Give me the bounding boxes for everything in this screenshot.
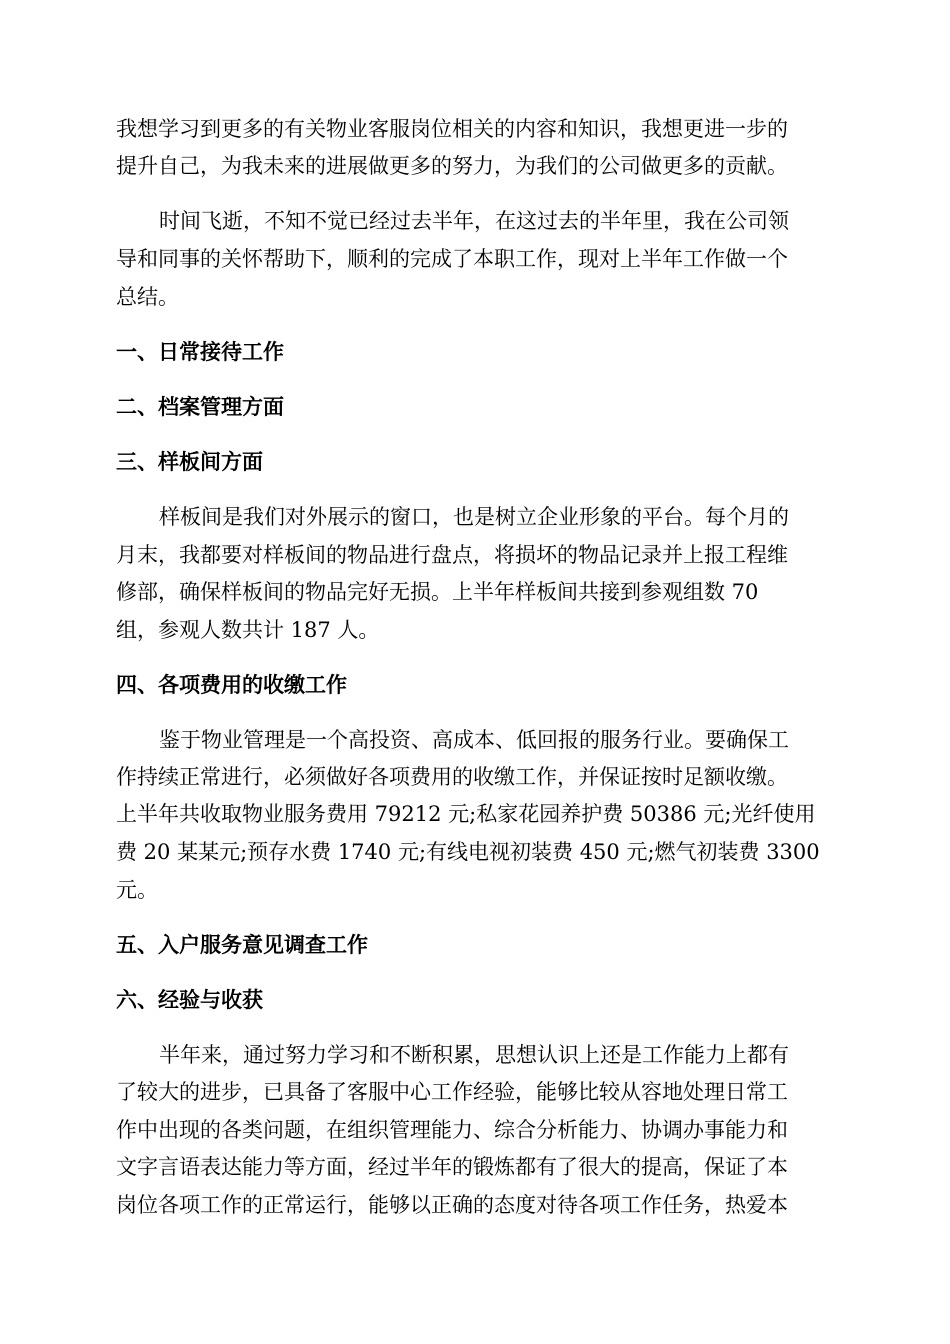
section-heading: 三、样板间方面	[116, 450, 263, 474]
body-text-line: 样板间是我们对外展示的窗口，也是树立企业形象的平台。每个月的	[159, 505, 789, 529]
body-text-line: 半年来，通过努力学习和不断积累，思想认识上还是工作能力上都有	[159, 1043, 789, 1067]
body-text-line: 作中出现的各类问题，在组织管理能力、综合分析能力、协调办事能力和	[116, 1118, 788, 1142]
body-text-line: 上半年共收取物业服务费用 79212 元;私家花园养护费 50386 元;光纤使用	[116, 802, 816, 826]
body-text-line: 组，参观人数共计 187 人。	[116, 618, 380, 642]
section-heading: 五、入户服务意见调查工作	[116, 933, 368, 957]
body-text-line: 总结。	[116, 285, 179, 309]
body-text-line: 鉴于物业管理是一个高投资、高成本、低回报的服务行业。要确保工	[159, 728, 789, 752]
body-text-line: 作持续正常进行，必须做好各项费用的收缴工作，并保证按时足额收缴。	[116, 765, 788, 789]
section-heading: 一、日常接待工作	[116, 340, 284, 364]
section-heading: 六、经验与收获	[116, 988, 263, 1012]
body-text-line: 导和同事的关怀帮助下，顺利的完成了本职工作，现对上半年工作做一个	[116, 247, 788, 271]
section-heading: 四、各项费用的收缴工作	[116, 673, 347, 697]
body-text-line: 元。	[116, 878, 158, 902]
body-text-line: 修部，确保样板间的物品完好无损。上半年样板间共接到参观组数 70	[116, 580, 759, 604]
body-text-line: 提升自己，为我未来的进展做更多的努力，为我们的公司做更多的贡献。	[116, 154, 788, 178]
body-text-line: 月末，我都要对样板间的物品进行盘点，将损坏的物品记录并上报工程维	[116, 543, 788, 567]
body-text-line: 时间飞逝，不知不觉已经过去半年，在这过去的半年里，我在公司领	[159, 209, 789, 233]
body-text-line: 费 20 某某元;预存水费 1740 元;有线电视初装费 450 元;燃气初装费 3300	[116, 840, 820, 864]
body-text-line: 我想学习到更多的有关物业客服岗位相关的内容和知识，我想更进一步的	[116, 117, 788, 141]
section-heading: 二、档案管理方面	[116, 395, 284, 419]
body-text-line: 岗位各项工作的正常运行，能够以正确的态度对待各项工作任务，热爱本	[116, 1193, 788, 1217]
body-text-line: 了较大的进步，已具备了客服中心工作经验，能够比较从容地处理日常工	[116, 1080, 788, 1104]
body-text-line: 文字言语表达能力等方面，经过半年的锻炼都有了很大的提高，保证了本	[116, 1155, 788, 1179]
